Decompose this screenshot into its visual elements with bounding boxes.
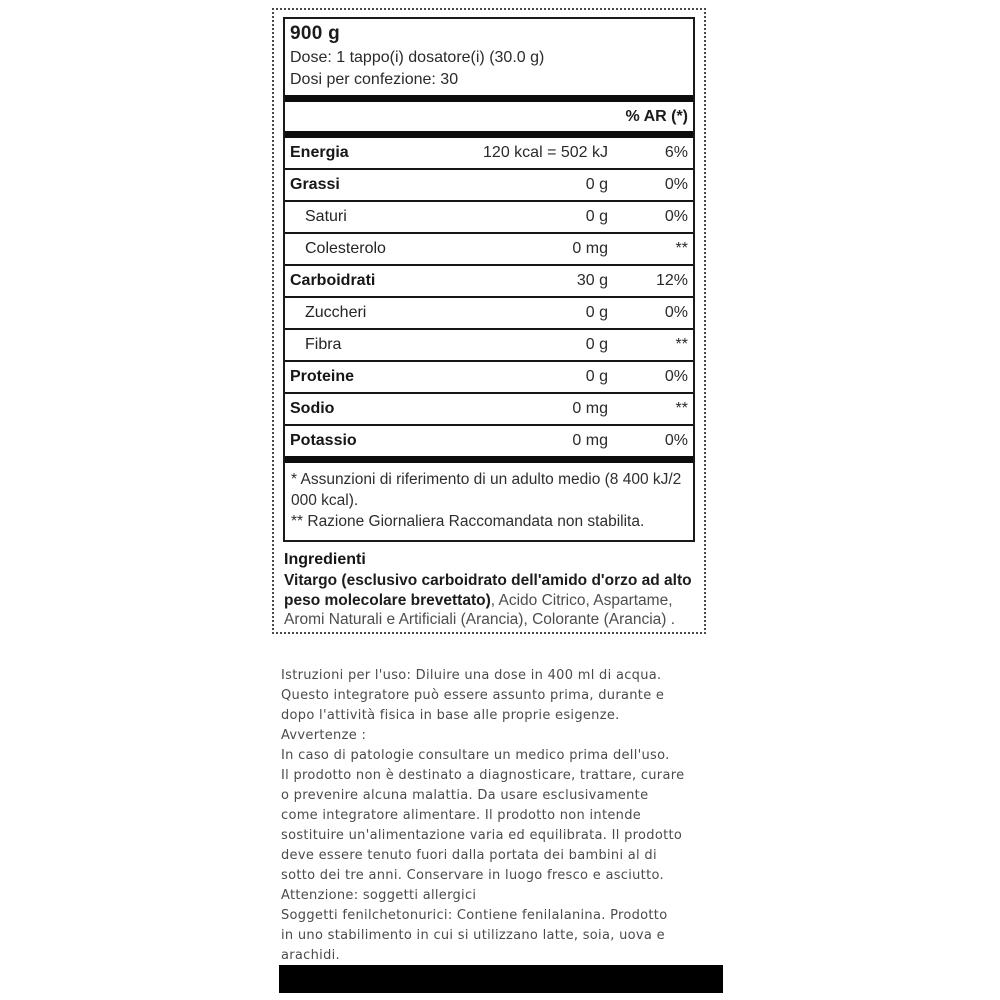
nutrient-ar-percent: 0% xyxy=(664,208,688,225)
nutrient-value: 0 mg xyxy=(572,240,608,257)
instruction-line: dopo l'attività fisica in base alle proprie esigenze. xyxy=(281,708,620,723)
instruction-line: o prevenire alcuna malattia. Da usare esclusivamente xyxy=(281,788,649,803)
instruction-line: come integratore alimentare. Il prodotto non intende xyxy=(281,808,642,823)
instruction-line: in uno stabilimento in cui si utilizzano latte, soia, uova e xyxy=(281,928,665,943)
nutrient-name: Potassio xyxy=(290,432,357,449)
instruction-line: Avvertenze : xyxy=(281,728,367,743)
nutrient-value: 0 mg xyxy=(572,400,608,417)
footnotes xyxy=(285,463,693,540)
nutrition-label-panel xyxy=(272,8,706,634)
footnote-line: ** Razione Giornaliera Raccomandata non stabilita. xyxy=(291,513,645,530)
table-row xyxy=(285,362,693,394)
instruction-line: Il prodotto non è destinato a diagnosticare, trattare, curare xyxy=(281,768,685,783)
nutrient-name: Zuccheri xyxy=(305,304,367,321)
facts-header xyxy=(285,19,693,95)
nutrient-name: Carboidrati xyxy=(290,272,376,289)
nutrient-value: 0 g xyxy=(585,304,608,321)
ingredients-body xyxy=(284,571,694,630)
nutrient-value: 0 g xyxy=(585,176,608,193)
table-row xyxy=(285,202,693,234)
nutrient-value: 120 kcal = 502 kJ xyxy=(483,144,608,161)
nutrient-value: 0 g xyxy=(585,336,608,353)
nutrient-ar-percent: 0% xyxy=(664,368,688,385)
table-row xyxy=(285,266,693,298)
nutrient-value: 0 g xyxy=(585,368,608,385)
nutrient-ar-percent: 6% xyxy=(664,144,688,161)
nutrient-name: Grassi xyxy=(290,176,340,193)
nutrient-ar-percent: ** xyxy=(675,336,688,353)
table-row xyxy=(285,330,693,362)
nutrient-value: 0 g xyxy=(585,208,608,225)
nutrient-ar-percent: 0% xyxy=(664,176,688,193)
instruction-line: Soggetti fenilchetonurici: Contiene fenilalanina. Prodotto xyxy=(281,908,668,923)
table-row xyxy=(285,298,693,330)
thick-divider xyxy=(285,131,693,138)
nutrient-ar-percent: 0% xyxy=(664,432,688,449)
table-row xyxy=(285,170,693,202)
instruction-line: In caso di patologie consultare un medico prima dell'uso. xyxy=(281,748,670,763)
ar-column-header: % AR (*) xyxy=(625,108,688,125)
nutrient-value: 30 g xyxy=(576,272,608,289)
nutrition-facts-table xyxy=(283,17,695,542)
table-row xyxy=(285,138,693,170)
ingredients-bold-part: Vitargo (esclusivo carboidrato dell'amido d'orzo ad alto peso molecolare brevettato) xyxy=(284,572,692,609)
thick-divider xyxy=(285,456,693,463)
table-row xyxy=(285,426,693,456)
footnote-line: * Assunzioni di riferimento di un adulto medio (8 400 kJ/2 000 kcal). xyxy=(291,471,682,509)
net-weight: 900 g xyxy=(290,23,341,44)
nutrient-ar-percent: ** xyxy=(675,400,688,417)
nutrient-ar-percent: 12% xyxy=(655,272,688,289)
nutrient-name: Fibra xyxy=(305,336,342,353)
nutrient-name: Energia xyxy=(290,144,349,161)
ingredients-regular-part: , Acido Citrico, Aspartame, Aromi Naturali e Artificiali (Arancia), Colorante (Arancia) . xyxy=(284,591,676,628)
instruction-line: sostituire un'alimentazione varia ed equilibrata. Il prodotto xyxy=(281,828,683,843)
usage-instructions xyxy=(281,666,751,966)
thick-divider xyxy=(285,95,693,102)
instruction-line: Istruzioni per l'uso: Diluire una dose in 400 ml di acqua. xyxy=(281,668,662,683)
nutrient-value: 0 mg xyxy=(572,432,608,449)
nutrient-name: Colesterolo xyxy=(305,240,386,257)
instruction-line: sotto dei tre anni. Conservare in luogo fresco e asciutto. xyxy=(281,868,664,883)
nutrient-rows xyxy=(285,138,693,456)
instruction-line: Attenzione: soggetti allergici xyxy=(281,888,477,903)
servings-line: Dosi per confezione: 30 xyxy=(290,71,459,88)
nutrient-name: Saturi xyxy=(305,208,347,225)
ingredients-title: Ingredienti xyxy=(284,551,366,568)
nutrient-ar-percent: 0% xyxy=(664,304,688,321)
nutrient-name: Sodio xyxy=(290,400,335,417)
ingredients-section xyxy=(283,549,695,630)
nutrient-name: Proteine xyxy=(290,368,355,385)
table-row xyxy=(285,394,693,426)
instruction-line: arachidi. xyxy=(281,948,340,963)
bottom-black-bar xyxy=(279,965,723,993)
instruction-line: Questo integratore può essere assunto prima, durante e xyxy=(281,688,665,703)
table-row xyxy=(285,234,693,266)
dose-line: Dose: 1 tappo(i) dosatore(i) (30.0 g) xyxy=(290,49,545,66)
instruction-line: deve essere tenuto fuori dalla portata dei bambini al di xyxy=(281,848,657,863)
nutrient-ar-percent: ** xyxy=(675,240,688,257)
